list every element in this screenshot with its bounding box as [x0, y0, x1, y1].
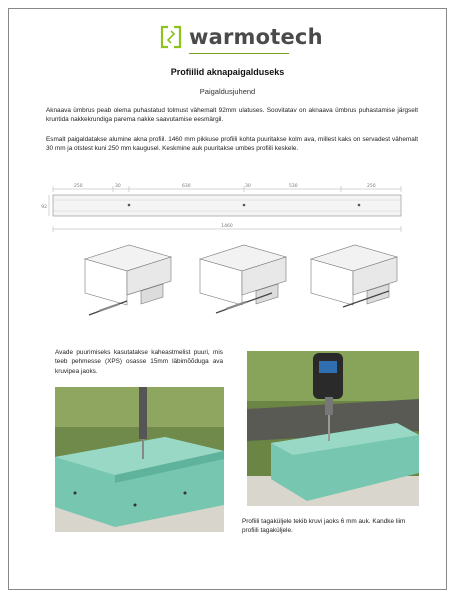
dim-label-top: 30 — [115, 184, 121, 189]
drill-step-illustration-2 — [194, 241, 302, 319]
logo-text: warmotech — [189, 25, 323, 49]
bracket-arrows-icon — [159, 25, 183, 49]
screw-hole — [358, 204, 361, 207]
drill-step-illustration-1 — [79, 241, 187, 319]
dim-label-top: 630 — [182, 184, 191, 189]
screw-hole — [243, 204, 246, 207]
document-page — [8, 8, 447, 590]
paragraph-cleaning: Aknaava ümbrus peab olema puhastatud tolmust vähemalt 92mm ulatuses. Soovitatav on aknaava ümbrus puhastamise järgselt kruntida nakkekrundiga parema nakke saavutamise eesmärgil. — [46, 107, 418, 124]
dim-label-side: 92 — [41, 205, 47, 210]
document-subtitle: Paigaldusjuhend — [199, 87, 256, 96]
dim-label-top: 30 — [245, 184, 251, 189]
dim-label-top: 250 — [367, 184, 376, 189]
screw-hole — [128, 204, 131, 207]
photo-drill-on-profile — [247, 351, 419, 506]
document-title: Profiilid aknapaigalduseks — [170, 67, 285, 77]
logo-underline — [189, 53, 289, 54]
dim-label-bottom: 1460 — [221, 224, 233, 229]
caption-screw-hole: Profiili tagaküljele tekib kruvi jaoks 6 mm auk. Kandke liim profiili tagaküljele. — [242, 518, 406, 535]
caption-drill: Avade puurimiseks kasutatakse kaheastmelist puuri, mis teeb pehmesse (XPS) osasse 15mm läbimõõduga ava kruvipea jaoks. — [55, 349, 223, 375]
drill-step-illustration-3 — [305, 241, 413, 319]
profile-dimension-drawing — [41, 181, 419, 239]
dim-label-top: 250 — [74, 184, 83, 189]
warmotech-logo — [159, 21, 323, 57]
dim-label-top: 530 — [289, 184, 298, 189]
paragraph-drilling: Esmalt paigaldatakse alumine akna profiil. 1460 mm pikkuse profiili kohta puuritakse kolm ava, millest kaks on servadest vähemalt 30 mm ja otstest kuni 250 mm kaugusel. Keskmine auk puuritakse umbes profiili keskele. — [46, 136, 418, 153]
photo-drilling-profile — [55, 387, 224, 532]
